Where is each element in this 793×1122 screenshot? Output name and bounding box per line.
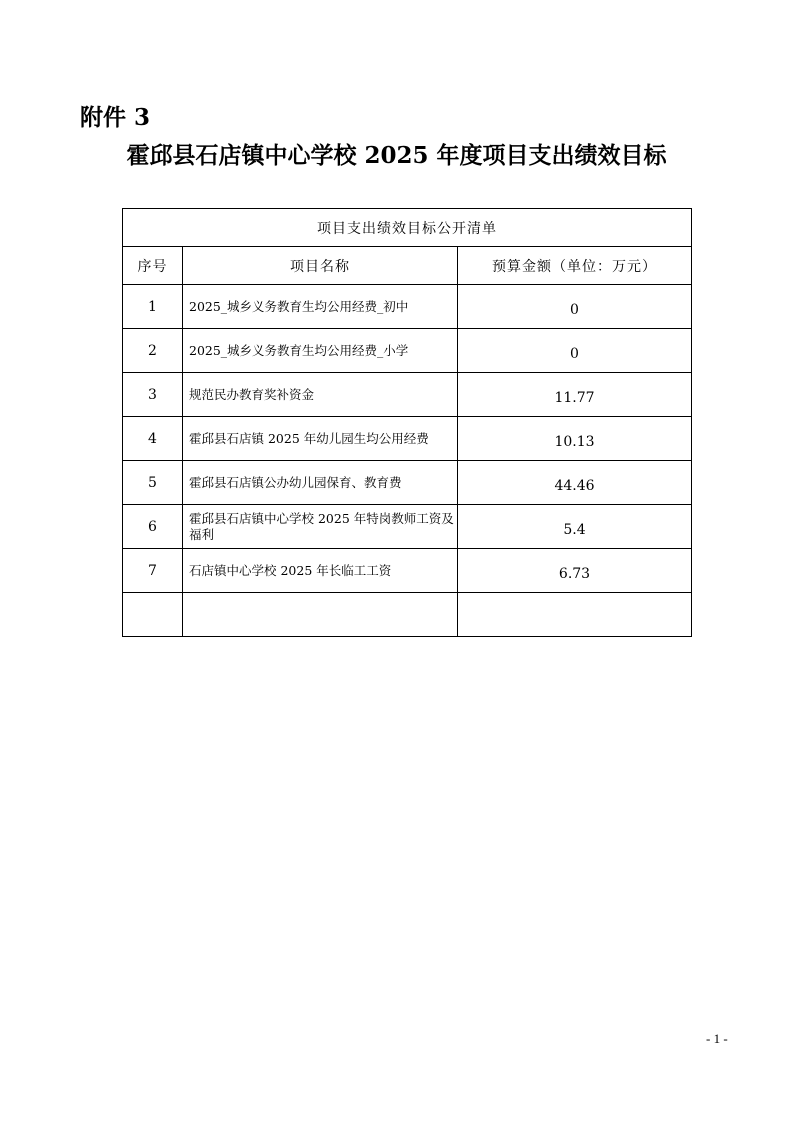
table-row — [123, 505, 692, 549]
table-row — [123, 461, 692, 505]
row-amount-cell: 0 — [458, 329, 692, 373]
table-header-row — [123, 247, 692, 285]
row-seq-cell: 6 — [123, 505, 183, 549]
table-row — [123, 417, 692, 461]
column-header-amount: 预算金额（单位：万元） — [458, 247, 692, 285]
row-name-cell: 石店镇中心学校 2025 年长临工工资 — [183, 549, 458, 593]
column-header-name: 项目名称 — [183, 247, 458, 285]
row-amount-cell: 0 — [458, 285, 692, 329]
row-amount-cell: 44.46 — [458, 461, 692, 505]
row-name-cell: 霍邱县石店镇中心学校 2025 年特岗教师工资及福利 — [183, 505, 458, 549]
table-row — [123, 329, 692, 373]
row-amount-cell: 11.77 — [458, 373, 692, 417]
row-name-cell: 霍邱县石店镇公办幼儿园保育、教育费 — [183, 461, 458, 505]
row-seq-cell: 7 — [123, 549, 183, 593]
row-seq-cell — [123, 593, 183, 637]
row-amount-cell: 10.13 — [458, 417, 692, 461]
page-number: - 1 - — [706, 1031, 728, 1046]
row-amount-cell: 5.4 — [458, 505, 692, 549]
table-row — [123, 593, 692, 637]
attachment-label: 附件 3 — [80, 104, 151, 131]
row-seq-cell: 1 — [123, 285, 183, 329]
row-seq-cell: 4 — [123, 417, 183, 461]
table-row — [123, 373, 692, 417]
row-name-cell: 规范民办教育奖补资金 — [183, 373, 458, 417]
row-name-cell — [183, 593, 458, 637]
row-amount-cell — [458, 593, 692, 637]
row-name-cell: 霍邱县石店镇 2025 年幼儿园生均公用经费 — [183, 417, 458, 461]
row-name-cell: 2025_城乡义务教育生均公用经费_初中 — [183, 285, 458, 329]
table-caption: 项目支出绩效目标公开清单 — [123, 209, 692, 247]
document-title: 霍邱县石店镇中心学校 2025 年度项目支出绩效目标 — [126, 142, 667, 169]
row-amount-cell: 6.73 — [458, 549, 692, 593]
row-name-cell: 2025_城乡义务教育生均公用经费_小学 — [183, 329, 458, 373]
table-body — [123, 285, 692, 637]
table-caption-row — [123, 209, 692, 247]
row-seq-cell: 3 — [123, 373, 183, 417]
column-header-seq: 序号 — [123, 247, 183, 285]
row-seq-cell: 2 — [123, 329, 183, 373]
row-seq-cell: 5 — [123, 461, 183, 505]
table-row — [123, 285, 692, 329]
table-row — [123, 549, 692, 593]
budget-table — [122, 208, 692, 637]
